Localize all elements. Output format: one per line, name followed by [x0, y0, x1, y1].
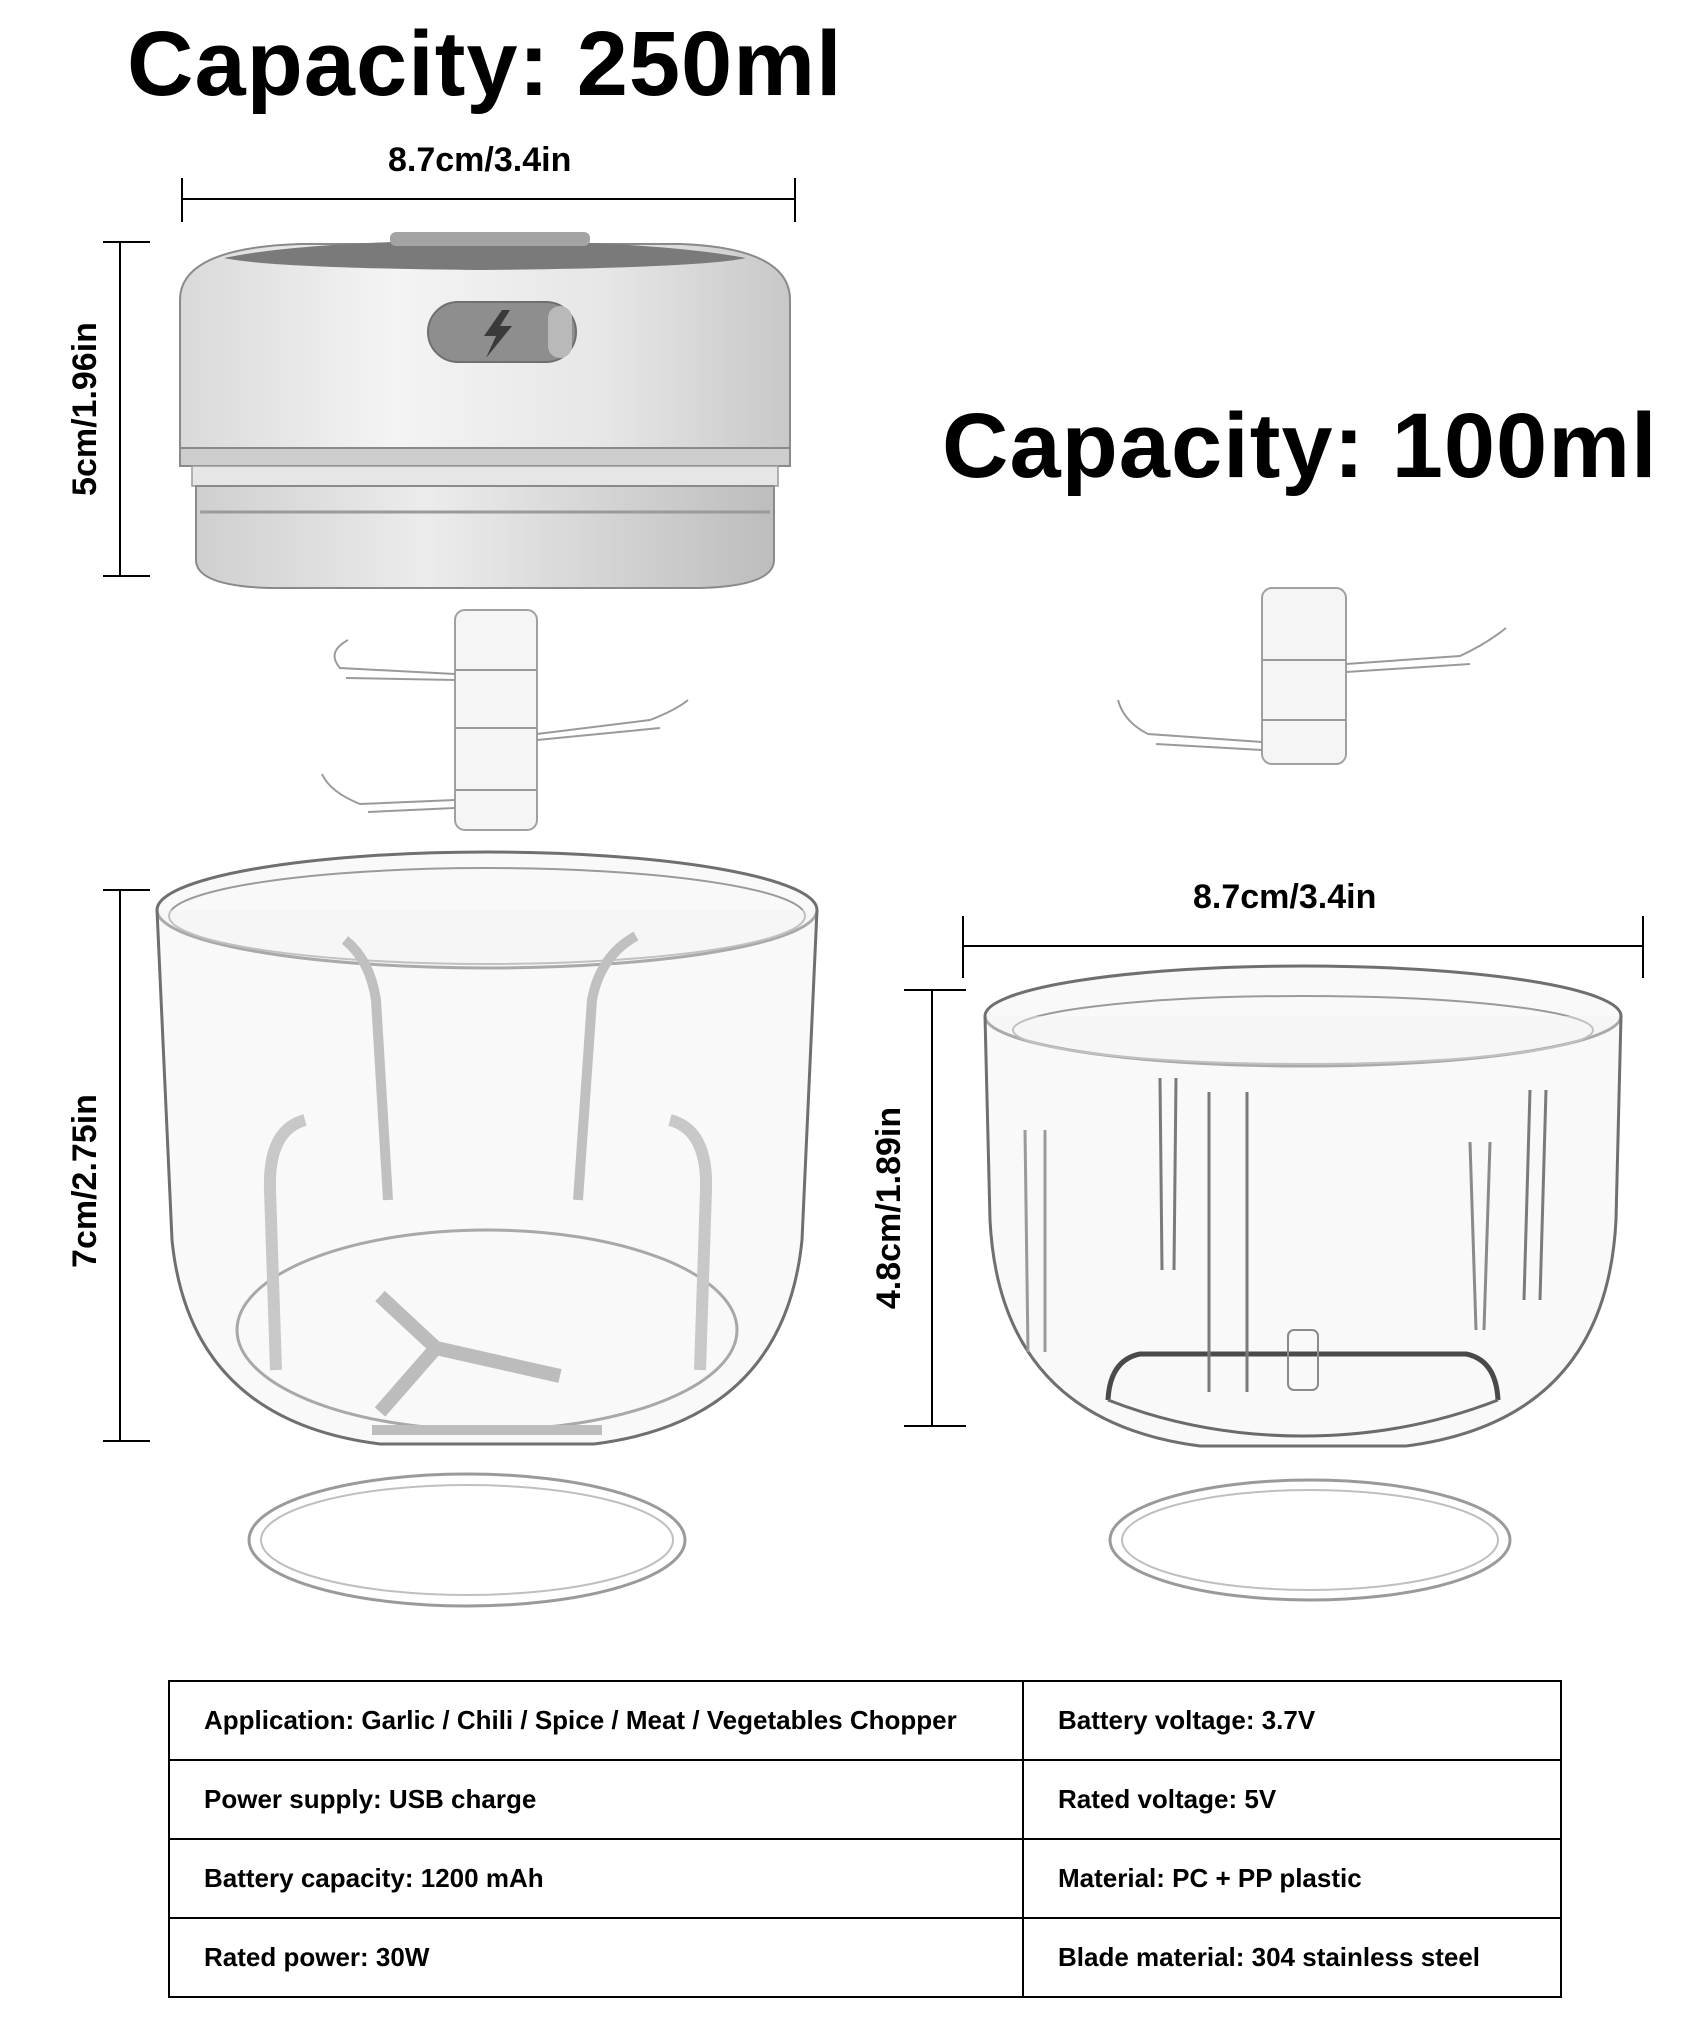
spec-cell: Material: PC + PP plastic — [1023, 1839, 1561, 1918]
right-seal-ring — [1110, 1480, 1510, 1600]
double-blade-assembly — [1118, 588, 1506, 764]
small-bowl — [985, 966, 1621, 1446]
table-row — [169, 1918, 1561, 1997]
spec-cell: Blade material: 304 stainless steel — [1023, 1918, 1561, 1997]
spec-cell: Rated voltage: 5V — [1023, 1760, 1561, 1839]
table-row — [169, 1681, 1561, 1760]
spec-cell: Battery capacity: 1200 mAh — [169, 1839, 1023, 1918]
bowl-height-dimension-line — [103, 890, 150, 1441]
spec-cell: Application: Garlic / Chili / Spice / Meat / Vegetables Chopper — [169, 1681, 1023, 1760]
small-bowl-height-dimension-line — [904, 990, 966, 1426]
left-capacity-heading: Capacity: 250ml — [127, 13, 843, 115]
spec-cell: Power supply: USB charge — [169, 1760, 1023, 1839]
lid-height-label: 5cm/1.96in — [66, 322, 104, 496]
small-bowl-height-label: 4.8cm/1.89in — [870, 1106, 908, 1310]
right-width-label: 8.7cm/3.4in — [1193, 878, 1377, 916]
specification-table — [168, 1680, 1562, 1998]
lid-height-dimension-line — [103, 242, 150, 576]
spec-cell: Rated power: 30W — [169, 1918, 1023, 1997]
left-width-dimension-line — [182, 178, 795, 222]
right-capacity-heading: Capacity: 100ml — [942, 395, 1658, 497]
left-width-label: 8.7cm/3.4in — [388, 141, 572, 179]
table-row — [169, 1760, 1561, 1839]
bowl-height-label: 7cm/2.75in — [66, 1094, 104, 1268]
left-seal-ring — [249, 1474, 685, 1606]
large-bowl — [157, 852, 817, 1444]
spec-cell: Battery voltage: 3.7V — [1023, 1681, 1561, 1760]
motor-lid — [180, 232, 790, 588]
table-row — [169, 1839, 1561, 1918]
triple-blade-assembly — [322, 610, 688, 830]
